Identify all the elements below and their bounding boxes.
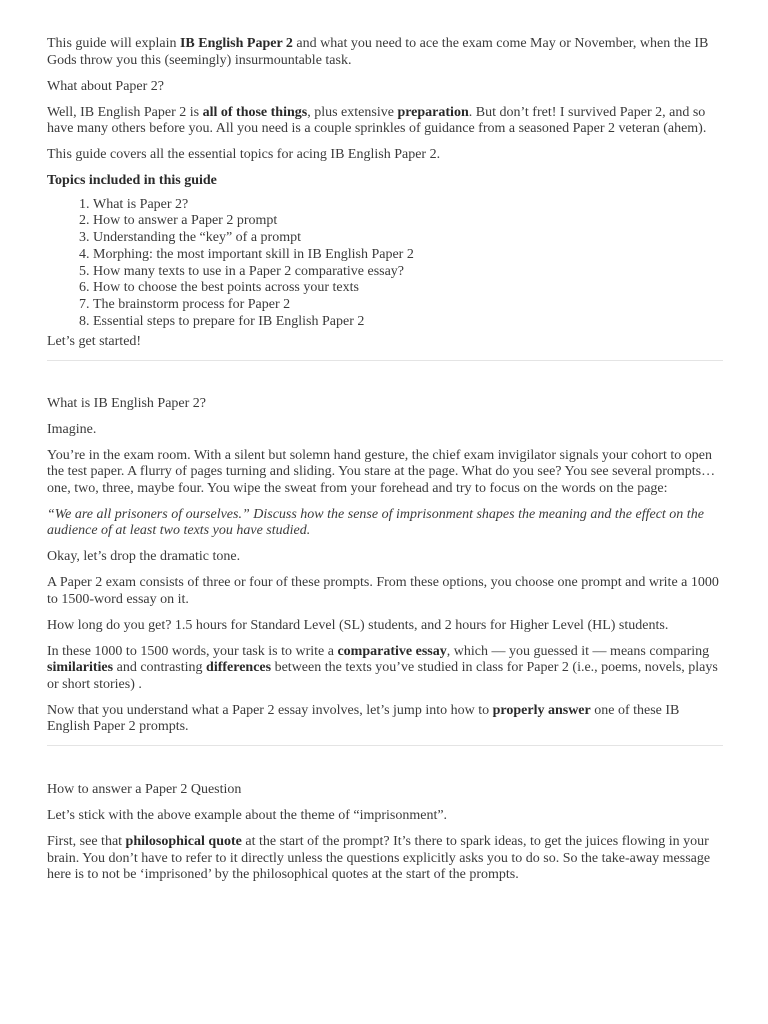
section1-paragraph-2: You’re in the exam room. With a silent but solemn hand gesture, the chief exam invigilator signals your cohort to open the test paper. A flurry of pages turning and sliding. You stare at the page. What do you see? You see several prompts… one, two, three, maybe four. You wipe the sweat from your forehead and try to focus on the words on the page: [47, 447, 716, 496]
section-divider [47, 745, 723, 746]
lets-get-started: Let’s get started! [47, 333, 142, 349]
topic-item: 3. Understanding the “key” of a prompt [93, 230, 723, 247]
section-title-how-to-answer: How to answer a Paper 2 Question [47, 782, 242, 798]
intro-paragraph-3: Well, IB English Paper 2 is all of those things, plus extensive preparation. But don’t fret! I survived Paper 2, and so have many others before you. All you need is a couple sprinkles of guidance from a seasoned Paper 2 veteran (ahem). [47, 104, 707, 136]
section-divider [47, 360, 723, 361]
topic-item: 5. How many texts to use in a Paper 2 comparative essay? [93, 264, 723, 281]
intro-paragraph-2: What about Paper 2? [47, 78, 165, 94]
section1-paragraph-6: In these 1000 to 1500 words, your task is to write a comparative essay, which — you guessed it — means comparing similarities and contrasting differences between the texts you’ve studied in class for Paper 2 (i.e., poems, novels, plays or short stories) . [47, 643, 718, 692]
topic-item: 2. How to answer a Paper 2 prompt [93, 213, 723, 230]
section1-paragraph-7: Now that you understand what a Paper 2 essay involves, let’s jump into how to properly answer one of these IB English Paper 2 prompts. [47, 702, 680, 735]
section1-paragraph-4: A Paper 2 exam consists of three or four of these prompts. From these options, you choose one prompt and write a 1000 to 1500-word essay on it. [47, 575, 719, 607]
section1-paragraph-5: How long do you get? 1.5 hours for Standard Level (SL) students, and 2 hours for Higher Level (HL) students. [47, 617, 669, 633]
topic-item: 6. How to choose the best points across your texts [93, 280, 723, 297]
section2-paragraph-2: First, see that philosophical quote at the start of the prompt? It’s there to spark ideas, to get the juices flowing in your brain. You don’t have to refer to it directly unless the questions explicitly asks you to do so. So the take-away message here is to not be ‘imprisoned’ by the philosophical quotes at the start of the prompts. [47, 834, 711, 883]
section2-paragraph-1: Let’s stick with the above example about the theme of “imprisonment”. [47, 808, 448, 824]
prompt-quote: “We are all prisoners of ourselves.” Discuss how the sense of imprisonment shapes the meaning and the effect on the audience of at least two texts you have studied. [47, 506, 704, 539]
section1-paragraph-1: Imagine. [47, 421, 97, 437]
intro-paragraph-4: This guide covers all the essential topics for acing IB English Paper 2. [47, 147, 441, 162]
section-title-what-is-paper-2: What is IB English Paper 2? [47, 395, 207, 411]
topic-item: 1. What is Paper 2? [93, 197, 723, 214]
topic-item: 4. Morphing: the most important skill in IB English Paper 2 [93, 247, 723, 264]
topics-heading: Topics included in this guide [47, 173, 217, 188]
topic-item: 8. Essential steps to prepare for IB English Paper 2 [93, 314, 723, 331]
topic-item: 7. The brainstorm process for Paper 2 [93, 297, 723, 314]
topics-list [47, 197, 723, 331]
section1-paragraph-3: Okay, let’s drop the dramatic tone. [47, 549, 241, 565]
intro-paragraph-1: This guide will explain IB English Paper 2 and what you need to ace the exam come May or November, when the IB Gods throw you this (seemingly) insurmountable task. [47, 36, 709, 68]
article [47, 36, 723, 893]
